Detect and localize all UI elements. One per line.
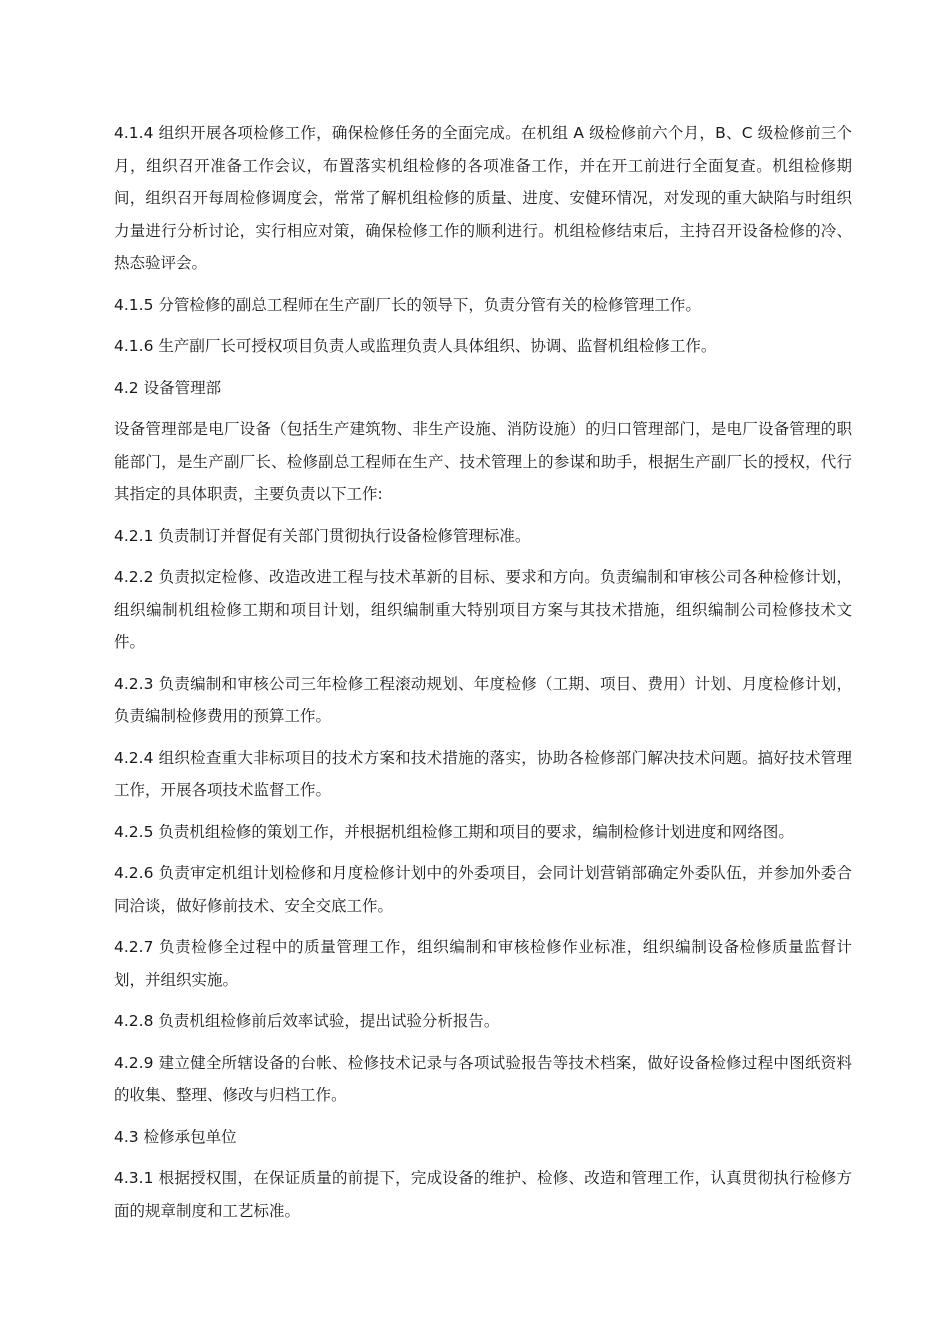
- paragraph-4-3-1: 4.3.1 根据授权围，在保证质量的前提下，完成设备的维护、检修、改造和管理工作，认真贯彻执行检修方面的规章制度和工艺标准。: [114, 1169, 852, 1220]
- paragraph-4-1-6: 4.1.6 生产副厂长可授权项目负责人或监理负责人具体组织、协调、监督机组检修工作。: [114, 337, 717, 355]
- paragraph-4-2-1: 4.2.1 负责制订并督促有关部门贯彻执行设备检修管理标准。: [114, 526, 531, 545]
- paragraph-4-2-2: 4.2.2 负责拟定检修、改造改进工程与技术革新的目标、要求和方向。负责编制和审核公司各种检修计划，组织编制机组检修工期和项目计划，组织编制重大特别项目方案与其技术措施，组织编制公司检修技术文件。: [114, 568, 852, 651]
- paragraph-4-1-4: 4.1.4 组织开展各项检修工作，确保检修任务的全面完成。在机组 A 级检修前六个月，B、C 级检修前三个月，组织召开准备工作会议，布置落实机组检修的各项准备工作，并在开工前进行全面复查。机组检修期间，组织召开每周检修调度会，常常了解机组检修的质量、进度、安健环情况，对发现的重大缺陷与时组织力量进行分析讨论，实行相应对策，确保检修工作的顺利进行。机组检修结束后，主持召开设备检修的冷、热态验评会。: [114, 124, 852, 272]
- paragraph-4-2-9: 4.2.9 建立健全所辖设备的台帐、检修技术记录与各项试验报告等技术档案，做好设备检修过程中图纸资料的收集、整理、修改与归档工作。: [114, 1053, 852, 1104]
- paragraph-4-2-7: 4.2.7 负责检修全过程中的质量管理工作，组织编制和审核检修作业标准，组织编制设备检修质量监督计划，并组织实施。: [114, 938, 852, 989]
- paragraph-4-2-4: 4.2.4 组织检查重大非标项目的技术方案和技术措施的落实，协助各检修部门解决技术问题。搞好技术管理工作，开展各项技术监督工作。: [114, 748, 852, 799]
- document-page: [114, 117, 852, 1236]
- paragraph-4-2-intro: 设备管理部是电厂设备（包括生产建筑物、非生产设施、消防设施）的归口管理部门，是电厂设备管理的职能部门，是生产副厂长、检修副总工程师在生产、技术管理上的参谋和助手，根据生产副厂长的授权，代行其指定的具体职责，主要负责以下工作:: [114, 420, 852, 503]
- paragraph-4-2-5: 4.2.5 负责机组检修的策划工作，并根据机组检修工期和项目的要求，编制检修计划进度和网络图。: [114, 822, 794, 841]
- paragraph-4-2-6: 4.2.6 负责审定机组计划检修和月度检修计划中的外委项目，会同计划营销部确定外委队伍，并参加外委合同洽谈，做好修前技术、安全交底工作。: [114, 864, 852, 915]
- paragraph-4-2-3: 4.2.3 负责编制和审核公司三年检修工程滚动规划、年度检修（工期、项目、费用）计划、月度检修计划，负责编制检修费用的预算工作。: [114, 674, 852, 725]
- paragraph-4-1-5: 4.1.5 分管检修的副总工程师在生产副厂长的领导下，负责分管有关的检修管理工作。: [114, 295, 701, 314]
- paragraph-4-2-8: 4.2.8 负责机组检修前后效率试验，提出试验分析报告。: [114, 1012, 500, 1030]
- section-heading-4-2: 4.2 设备管理部: [114, 378, 222, 397]
- section-heading-4-3: 4.3 检修承包单位: [114, 1127, 237, 1146]
